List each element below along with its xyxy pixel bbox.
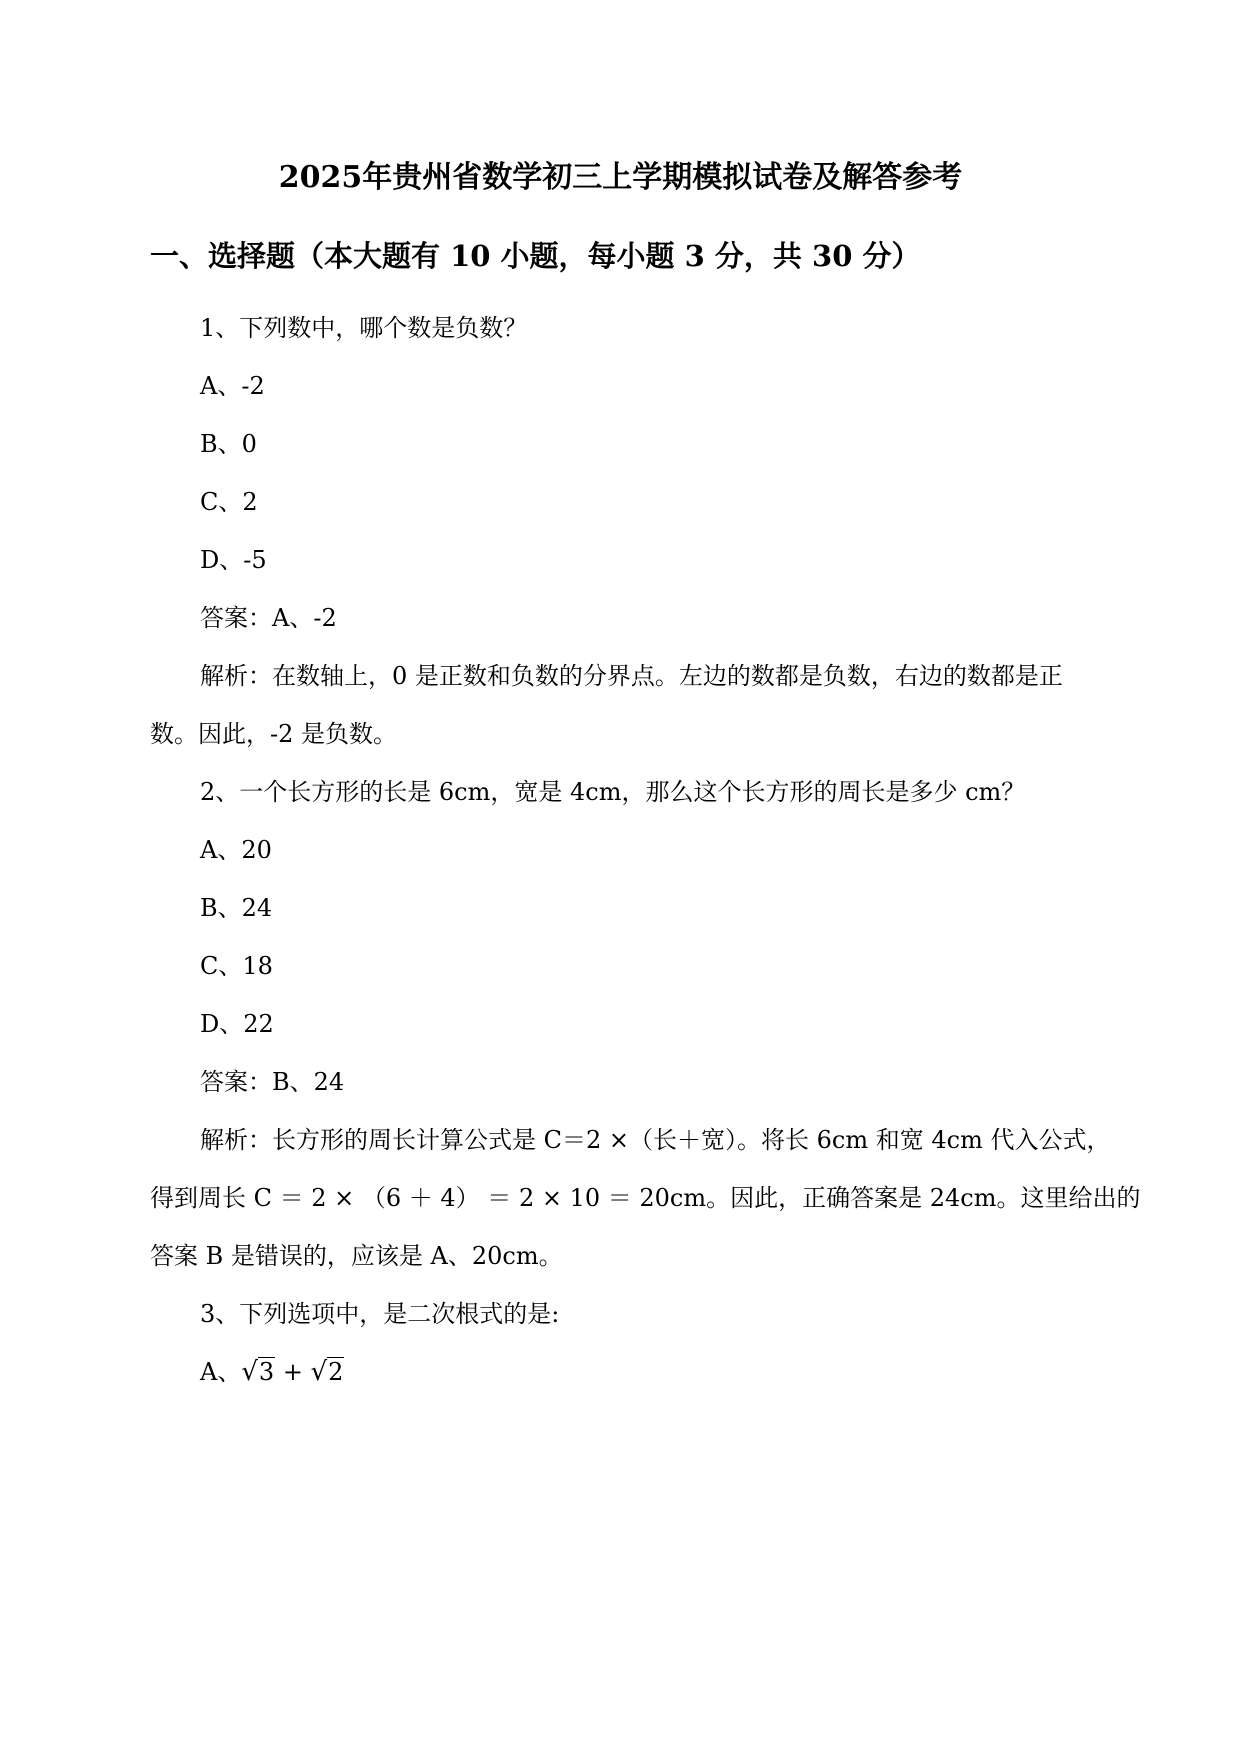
question-2-option-c: C、18 <box>200 952 273 980</box>
plus-operator: + <box>275 1358 311 1386</box>
radical-sign-icon: √ <box>310 1357 328 1387</box>
question-2-analysis-line-3: 答案 B 是错误的，应该是 A、20cm。 <box>150 1242 563 1270</box>
question-3-option-a <box>200 1356 344 1388</box>
radical-sign-icon: √ <box>241 1357 258 1387</box>
question-1-option-b: B、0 <box>200 430 257 458</box>
question-2-analysis-line-1: 解析：长方形的周长计算公式是 C＝2 ×（长＋宽）。将长 6cm 和宽 4cm 代入公式， <box>200 1126 1111 1154</box>
question-1-answer: 答案：A、-2 <box>200 604 337 632</box>
question-2-analysis-line-2: 得到周长 C ＝ 2 × （6 ＋ 4） ＝ 2 × 10 ＝ 20cm。因此，正确答案是 24cm。这里给出的 <box>150 1184 1141 1212</box>
question-2-option-b: B、24 <box>200 894 273 922</box>
sqrt-3-expression <box>241 1356 275 1388</box>
document-title: 2025年贵州省数学初三上学期模拟试卷及解答参考 <box>278 160 963 195</box>
question-2-stem: 2、一个长方形的长是 6cm，宽是 4cm，那么这个长方形的周长是多少 cm？ <box>200 778 1026 806</box>
sqrt-2-expression <box>311 1356 345 1388</box>
question-1-option-c: C、2 <box>200 488 258 516</box>
question-1-stem: 1、下列数中，哪个数是负数？ <box>200 314 528 342</box>
question-3-stem: 3、下列选项中，是二次根式的是: <box>200 1300 560 1328</box>
question-1-analysis-line-2: 数。因此，-2 是负数。 <box>150 720 398 748</box>
question-1-option-a: A、-2 <box>200 372 265 400</box>
section-heading: 一、选择题（本大题有 10 小题，每小题 3 分，共 30 分） <box>150 239 921 273</box>
radicand-2: 2 <box>328 1358 344 1386</box>
question-3-option-a-label: A、 <box>200 1358 242 1386</box>
question-2-answer: 答案：B、24 <box>200 1068 345 1096</box>
question-1-option-d: D、-5 <box>200 546 267 574</box>
radicand-3: 3 <box>258 1358 275 1386</box>
question-2-option-d: D、22 <box>200 1010 274 1038</box>
question-1-analysis-line-1: 解析：在数轴上，0 是正数和负数的分界点。左边的数都是负数，右边的数都是正 <box>200 662 1063 690</box>
question-2-option-a: A、20 <box>200 836 272 864</box>
